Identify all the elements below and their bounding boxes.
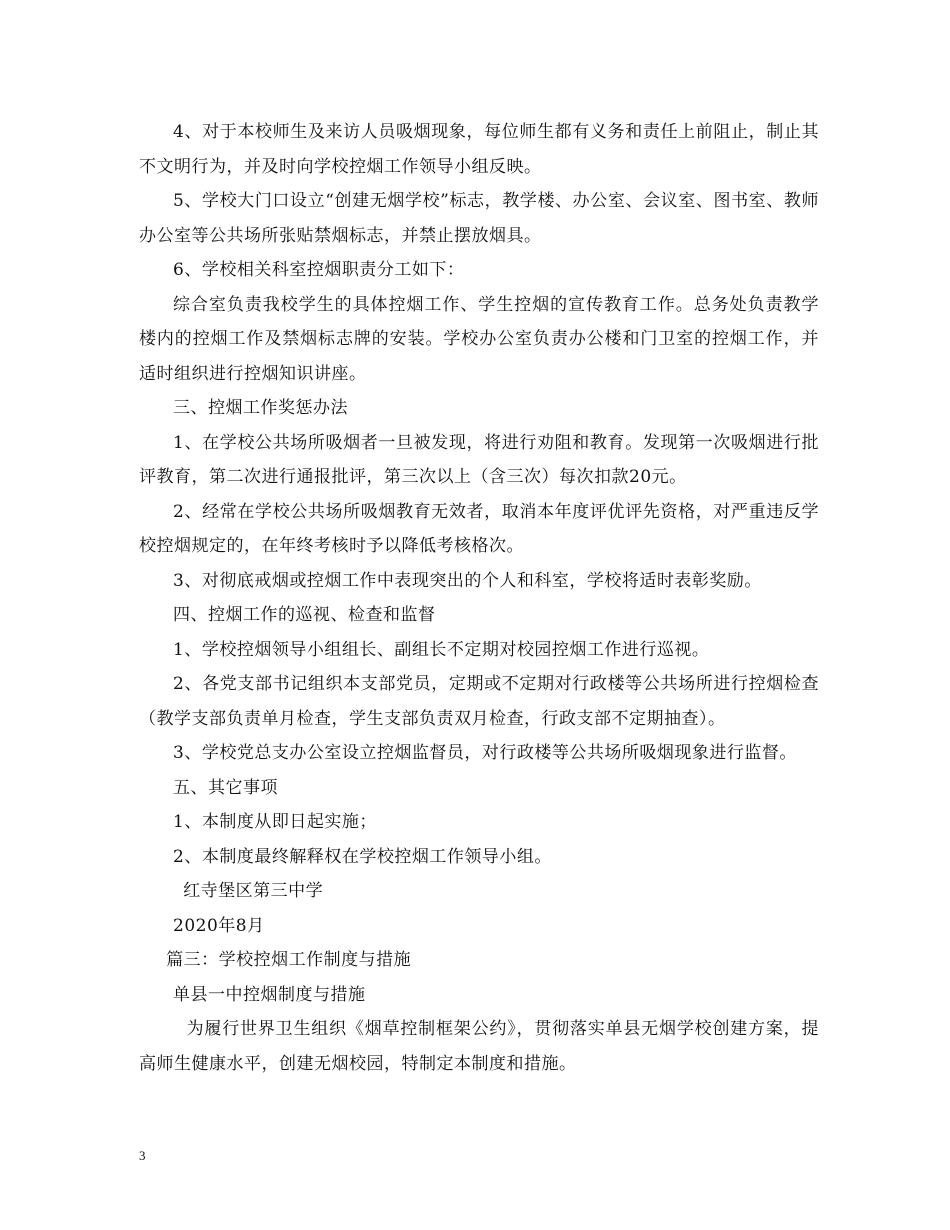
paragraph-other-1: 1、本制度从即日起实施； bbox=[173, 812, 377, 832]
section-heading-4: 四、控烟工作的巡视、检查和监督 bbox=[173, 605, 436, 625]
paragraph-6: 6、学校相关科室控烟职责分工如下： bbox=[173, 260, 465, 280]
signature-school: 红寺堡区第三中学 bbox=[183, 881, 324, 901]
paragraph-5: 5、学校大门口设立“创建无烟学校”标志，教学楼、办公室、会议室、图书室、教师办公室等公共场所张贴禁烟标志，并禁止摆放烟具。 bbox=[139, 191, 819, 246]
paragraph-other-2: 2、本制度最终解释权在学校控烟工作领导小组。 bbox=[173, 846, 552, 867]
paragraph-duties: 综合室负责我校学生的具体控烟工作、学生控烟的宣传教育工作。总务处负责教学楼内的控烟工作及禁烟标志牌的安装。学校办公室负责办公楼和门卫室的控烟工作，并适时组织进行控烟知识讲座。 bbox=[139, 294, 819, 384]
paragraph-reward-2: 2、经常在学校公共场所吸烟教育无效者，取消本年度评优评先资格，对严重违反学校控烟规定的，在年终考核时予以降低考核格次。 bbox=[139, 501, 819, 556]
paragraph-inspect-1: 1、学校控烟领导小组组长、副组长不定期对校园控烟工作进行巡视。 bbox=[173, 639, 710, 660]
article-subtitle: 单县一中控烟制度与措施 bbox=[173, 984, 366, 1005]
paragraph-inspect-3: 3、学校党总支办公室设立控烟监督员，对行政楼等公共场所吸烟现象进行监督。 bbox=[173, 743, 797, 763]
paragraph-inspect-2: 2、各党支部书记组织本支部党员，定期或不定期对行政楼等公共场所进行控烟检查（教学支部负责单月检查，学生支部负责双月检查，行政支部不定期抽查）。 bbox=[139, 674, 819, 729]
signature-date: 2020年8月 bbox=[173, 915, 265, 936]
section-heading-5: 五、其它事项 bbox=[173, 777, 278, 798]
section-heading-3: 三、控烟工作奖惩办法 bbox=[173, 398, 348, 418]
page-number: 3 bbox=[139, 1148, 146, 1163]
document-body bbox=[139, 115, 819, 1081]
paragraph-reward-1: 1、在学校公共场所吸烟者一旦被发现，将进行劝阻和教育。发现第一次吸烟进行批评教育，第二次进行通报批评，第三次以上（含三次）每次扣款20元。 bbox=[139, 432, 819, 487]
paragraph-reward-3: 3、对彻底戒烟或控烟工作中表现突出的个人和科室，学校将适时表彰奖励。 bbox=[173, 570, 762, 591]
article-title: 篇三：学校控烟工作制度与措施 bbox=[166, 950, 412, 970]
paragraph-4: 4、对于本校师生及来访人员吸烟现象，每位师生都有义务和责任上前阻止，制止其不文明行为，并及时向学校控烟工作领导小组反映。 bbox=[139, 122, 819, 177]
paragraph-intro: 为履行世界卫生组织《烟草控制框架公约》，贯彻落实单县无烟学校创建方案，提高师生健康水平，创建无烟校园，特制定本制度和措施。 bbox=[139, 1019, 819, 1074]
